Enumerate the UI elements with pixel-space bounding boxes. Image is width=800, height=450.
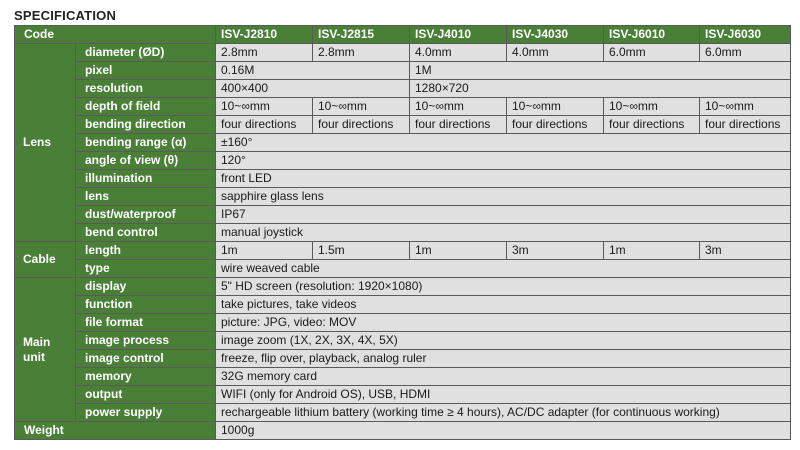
value-cell: front LED [216,170,791,188]
model-header: ISV-J4030 [507,26,604,44]
value-cell: 1m [216,242,313,260]
property-label: illumination [76,170,216,188]
value-cell: 10~∞mm [604,98,700,116]
specification-table [14,25,791,440]
property-label: bending range (α) [76,134,216,152]
property-label: dust/waterproof [76,206,216,224]
value-cell: four directions [507,116,604,134]
group-label-main-unit [15,278,76,422]
value-cell: 120° [216,152,791,170]
property-label: file format [76,314,216,332]
value-cell: 1280×720 [410,80,791,98]
value-cell: four directions [700,116,791,134]
table-row [15,134,791,152]
value-cell: picture: JPG, video: MOV [216,314,791,332]
table-row [15,116,791,134]
table-row [15,332,791,350]
property-label: display [76,278,216,296]
value-cell: four directions [216,116,313,134]
code-header: Code [15,26,216,44]
table-row [15,152,791,170]
group-label-cable: Cable [15,242,76,278]
value-cell: 6.0mm [700,44,791,62]
property-label: function [76,296,216,314]
value-cell: four directions [313,116,410,134]
table-row [15,260,791,278]
table-row [15,206,791,224]
table-row [15,44,791,62]
value-cell: 1m [410,242,507,260]
property-label: lens [76,188,216,206]
property-label: angle of view (θ) [76,152,216,170]
value-cell: 1M [410,62,791,80]
property-label: pixel [76,62,216,80]
value-cell: sapphire glass lens [216,188,791,206]
group-label-weight: Weight [15,422,216,440]
model-header: ISV-J4010 [410,26,507,44]
value-cell: 3m [507,242,604,260]
table-row [15,242,791,260]
table-row [15,314,791,332]
model-header: ISV-J6010 [604,26,700,44]
table-row [15,296,791,314]
value-cell: 10~∞mm [700,98,791,116]
value-cell: four directions [410,116,507,134]
property-label: bend control [76,224,216,242]
property-label: bending direction [76,116,216,134]
table-row [15,404,791,422]
page-title: SPECIFICATION [14,8,117,23]
value-cell: 10~∞mm [313,98,410,116]
value-cell: freeze, flip over, playback, analog ruler [216,350,791,368]
property-label: resolution [76,80,216,98]
table-row [15,350,791,368]
value-cell: 1.5m [313,242,410,260]
value-cell: 1m [604,242,700,260]
value-cell: 400×400 [216,80,410,98]
table-row [15,224,791,242]
value-cell: 6.0mm [604,44,700,62]
value-cell: 1000g [216,422,791,440]
value-cell: wire weaved cable [216,260,791,278]
property-label: memory [76,368,216,386]
group-label-line: unit [23,349,45,364]
value-cell: 10~∞mm [507,98,604,116]
table-row [15,62,791,80]
value-cell: 32G memory card [216,368,791,386]
value-cell: IP67 [216,206,791,224]
model-header: ISV-J2815 [313,26,410,44]
property-label: output [76,386,216,404]
property-label: image process [76,332,216,350]
value-cell: 4.0mm [507,44,604,62]
value-cell: rechargeable lithium battery (working time ≥ 4 hours), AC/DC adapter (for continuous working) [216,404,791,422]
value-cell: manual joystick [216,224,791,242]
property-label: diameter (ØD) [76,44,216,62]
property-label: type [76,260,216,278]
value-cell: 5" HD screen (resolution: 1920×1080) [216,278,791,296]
value-cell: image zoom (1X, 2X, 3X, 4X, 5X) [216,332,791,350]
property-label: depth of field [76,98,216,116]
table-row [15,188,791,206]
table-row [15,386,791,404]
group-label-line: Main [23,334,51,349]
property-label: power supply [76,404,216,422]
value-cell: 10~∞mm [216,98,313,116]
table-row [15,422,791,440]
table-row [15,98,791,116]
table-row [15,170,791,188]
value-cell: take pictures, take videos [216,296,791,314]
property-label: length [76,242,216,260]
model-header: ISV-J2810 [216,26,313,44]
value-cell: 10~∞mm [410,98,507,116]
value-cell: 2.8mm [313,44,410,62]
property-label: image control [76,350,216,368]
value-cell: 2.8mm [216,44,313,62]
table-row [15,278,791,296]
value-cell: WIFI (only for Android OS), USB, HDMI [216,386,791,404]
value-cell: 3m [700,242,791,260]
group-label-lens: Lens [15,44,76,242]
value-cell: four directions [604,116,700,134]
table-row [15,80,791,98]
header-row [15,26,791,44]
value-cell: 4.0mm [410,44,507,62]
model-header: ISV-J6030 [700,26,791,44]
value-cell: 0.16M [216,62,410,80]
value-cell: ±160° [216,134,791,152]
table-row [15,368,791,386]
